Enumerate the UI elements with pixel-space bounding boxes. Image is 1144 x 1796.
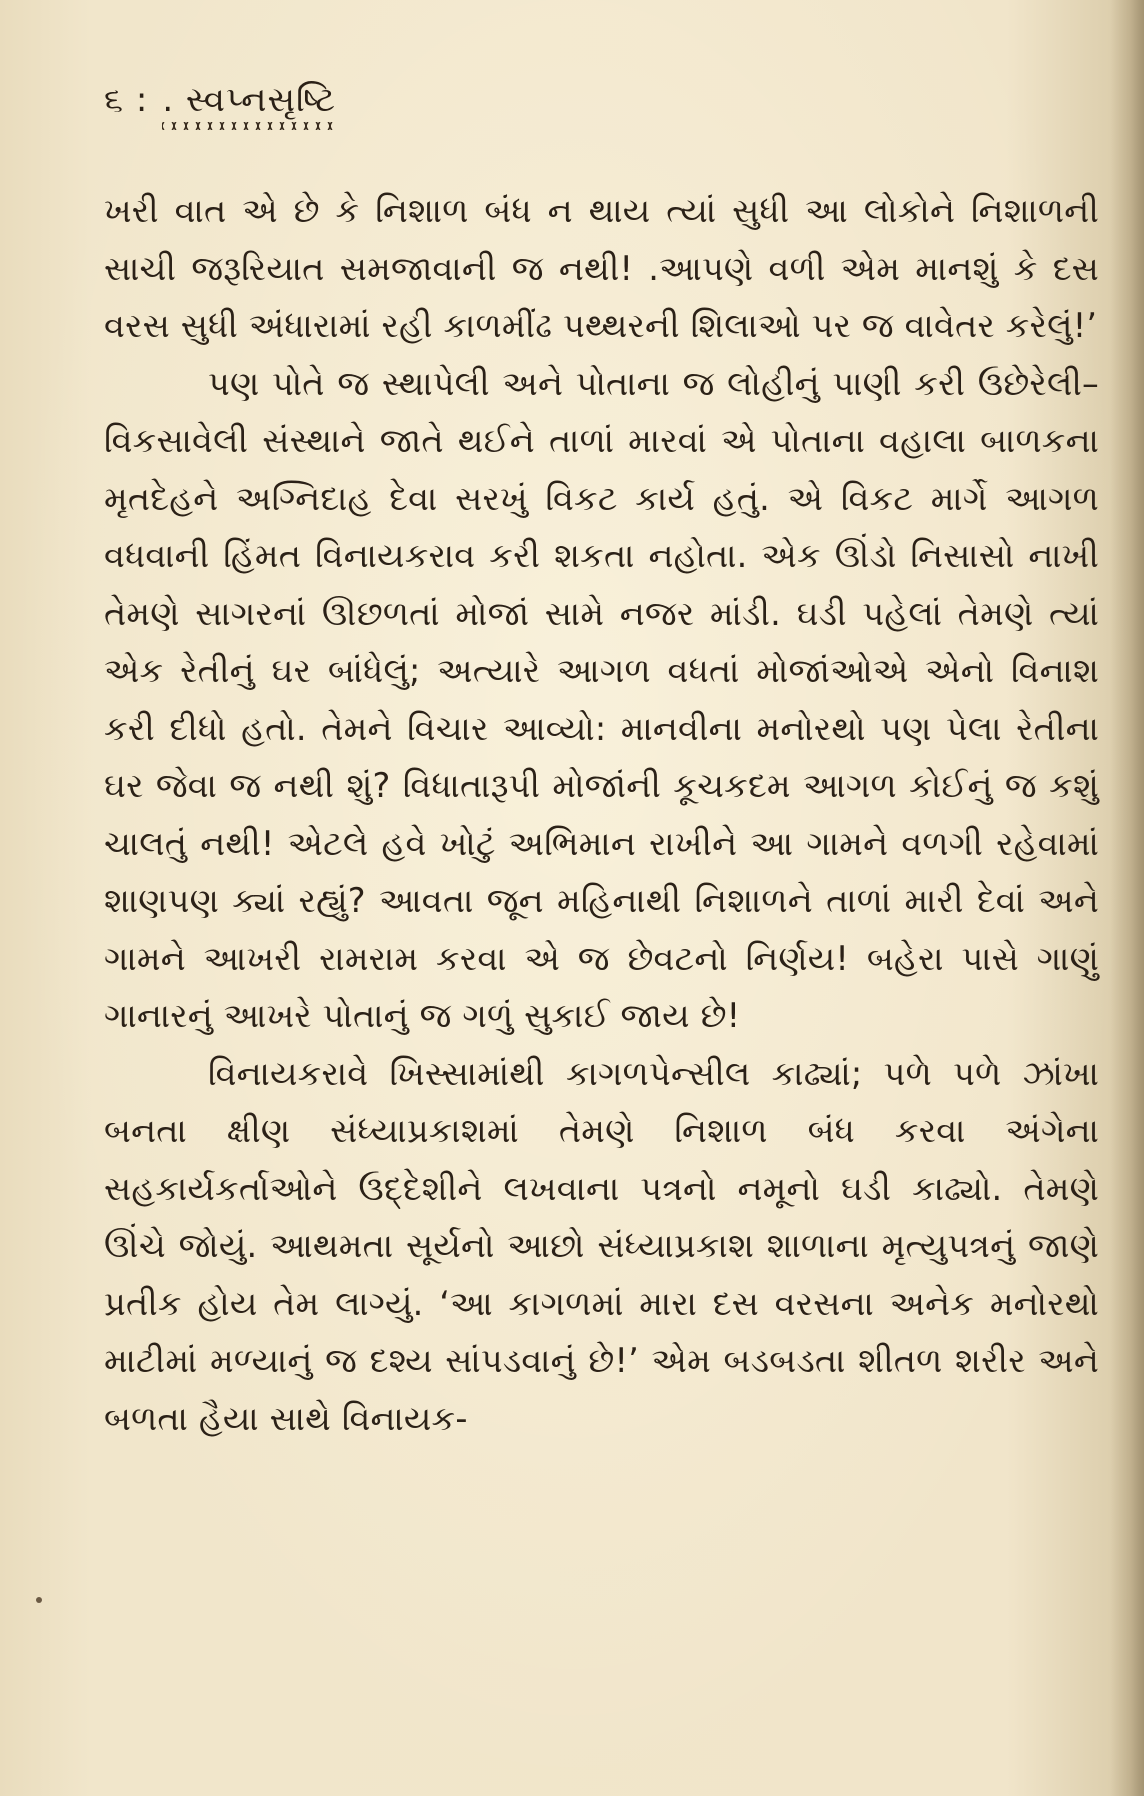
running-head xyxy=(104,78,336,130)
paragraph-2: પણ પોતે જ સ્થાપેલી અને પોતાના જ લોહીનું પાણી કરી ઉછેરેલી–વિકસાવેલી સંસ્થાને જાતે થઈને તાળાં મારવાં એ પોતાના વહાલા બાળકના મૃતદેહને અગ્નિદાહ દેવા સરખું વિકટ કાર્ય હતું. એ વિકટ માર્ગે આગળ વધવાની હિંમત વિનાયકરાવ કરી શકતા નહોતા. એક ઊંડો નિસાસો નાખી તેમણે સાગરનાં ઊછળતાં મોજાં સામે નજર માંડી. ઘડી પહેલાં તેમણે ત્યાં એક રેતીનું ઘર બાંધેલું; અત્યારે આગળ વધતાં મોજાંઓએ એનો વિનાશ કરી દીધો હતો. તેમને વિચાર આવ્યો: માનવીના મનોરથો પણ પેલા રેતીના ઘર જેવા જ નથી શું? વિધાતારૂપી મોજાંની કૂચકદમ આગળ કોઈનું જ કશું ચાલતું નથી! એટલે હવે ખોટું અભિમાન રાખીને આ ગામને વળગી રહેવામાં શાણપણ ક્યાં રહ્યું? આવતા જૂન મહિનાથી નિશાળને તાળાં મારી દેવાં અને ગામને આખરી રામરામ કરવા એ જ છેવટનો નિર્ણય! બહેરા પાસે ગાણું ગાનારનું આખરે પોતાનું જ ગળું સુકાઈ જાય છે! xyxy=(104,363,1099,1035)
body-text xyxy=(104,182,1099,1447)
paragraph-1: ખરી વાત એ છે કે નિશાળ બંધ ન થાય ત્યાં સુધી આ લોકોને નિશાળની સાચી જરૂરિયાત સમજાવાની જ નથી! .આપણે વળી એમ માનશું કે દસ વરસ સુધી અંધારામાં રહી કાળમીંઢ પથ્થરની શિલાઓ પર જ વાવેતર કરેલું!’ xyxy=(104,191,1099,345)
page-number: ૬ : xyxy=(104,80,149,120)
margin-ink-dot xyxy=(36,1597,42,1603)
paragraph-3: વિનાયકરાવે ખિસ્સામાંથી કાગળપેન્સીલ કાઢ્યાં; પળે પળે ઝાંખા બનતા ક્ષીણ સંધ્યાપ્રકાશમાં તેમણે નિશાળ બંધ કરવા અંગેના સહકાર્યકર્તાઓને ઉદ્દેશીને લખવાના પત્રનો નમૂનો ઘડી કાઢ્યો. તેમણે ઊંચે જોયું. આથમતા સૂર્યનો આછો સંધ્યાપ્રકાશ શાળાના મૃત્યુપત્રનું જાણે પ્રતીક હોય તેમ લાગ્યું. ‘આ કાગળમાં મારા દસ વરસના અનેક મનોરથો માટીમાં મળ્યાનું જ દશ્ય સાંપડવાનું છે!’ એમ બડબડતા શીતળ શરીર અને બળતા હૈયા સાથે વિનાયક- xyxy=(104,1053,1099,1438)
chapter-title: . સ્વપ્નસૃષ્ટિ xyxy=(162,78,336,130)
spine-shadow xyxy=(1110,0,1144,1796)
